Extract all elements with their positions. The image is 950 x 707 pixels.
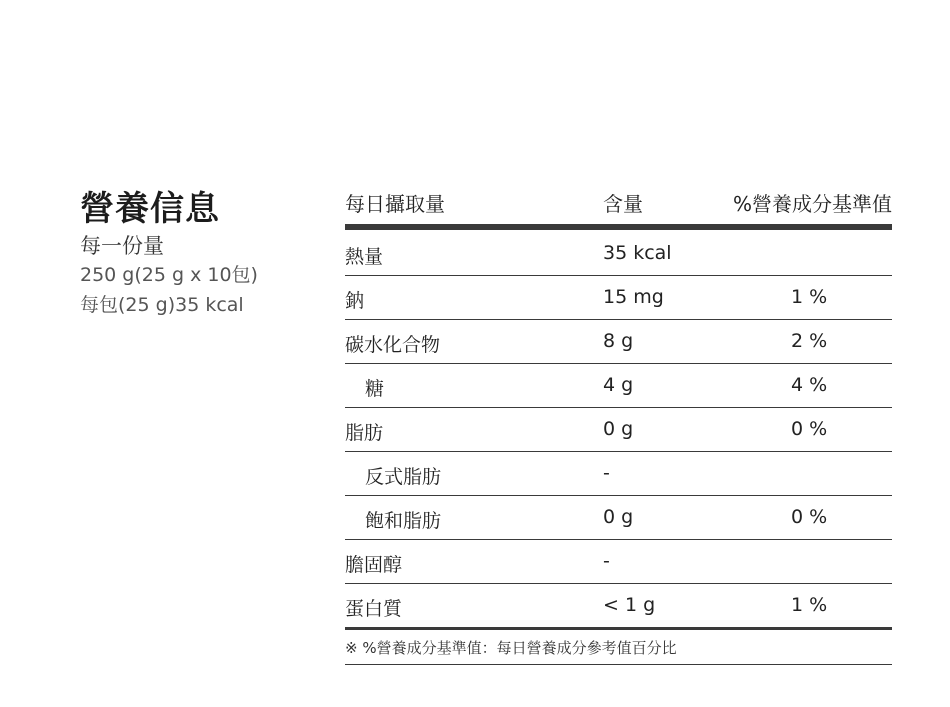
row-amount-trans-fat: - xyxy=(603,462,610,484)
table-row xyxy=(345,496,892,540)
table-row xyxy=(345,408,892,452)
row-dv-carbohydrate: 2 % xyxy=(791,330,828,352)
row-amount-protein: < 1 g xyxy=(603,594,656,616)
row-dv-sodium: 1 % xyxy=(791,286,828,308)
row-amount-sugar: 4 g xyxy=(603,374,634,396)
table-row xyxy=(345,232,892,276)
row-name-fat: 脂肪 xyxy=(345,422,384,444)
table-row xyxy=(345,320,892,364)
table-header xyxy=(345,186,892,230)
row-name-protein: 蛋白質 xyxy=(345,598,403,620)
row-name-trans-fat: 反式脂肪 xyxy=(365,466,442,488)
row-dv-sugar: 4 % xyxy=(791,374,828,396)
row-name-calories: 熱量 xyxy=(345,246,384,268)
row-dv-protein: 1 % xyxy=(791,594,828,616)
row-amount-cholesterol: - xyxy=(603,550,610,572)
row-name-sodium: 鈉 xyxy=(345,290,365,312)
row-amount-saturated-fat: 0 g xyxy=(603,506,634,528)
table-row xyxy=(345,584,892,630)
serving-label: 每一份量 xyxy=(80,234,164,258)
row-name-sugar: 糖 xyxy=(365,378,385,400)
header-daily-value: %營養成分基準值 xyxy=(732,192,892,216)
table-footnote xyxy=(345,630,892,665)
row-name-saturated-fat: 飽和脂肪 xyxy=(365,510,442,532)
table-row xyxy=(345,540,892,584)
package-size: 250 g(25 g x 10包) xyxy=(80,264,258,286)
header-intake: 每日攝取量 xyxy=(345,192,445,216)
nutrition-summary xyxy=(80,188,320,320)
nutrition-table xyxy=(345,186,892,665)
row-dv-saturated-fat: 0 % xyxy=(791,506,828,528)
row-name-cholesterol: 膽固醇 xyxy=(345,554,403,576)
row-amount-carbohydrate: 8 g xyxy=(603,330,634,352)
footnote-text: ※ %營養成分基準值：每日營養成分參考值百分比 xyxy=(345,639,677,657)
row-dv-fat: 0 % xyxy=(791,418,828,440)
table-row xyxy=(345,276,892,320)
per-pack-calories: 每包(25 g)35 kcal xyxy=(80,294,244,316)
row-name-carbohydrate: 碳水化合物 xyxy=(345,334,441,356)
row-amount-fat: 0 g xyxy=(603,418,634,440)
row-amount-calories: 35 kcal xyxy=(603,242,672,264)
table-row xyxy=(345,452,892,496)
row-amount-sodium: 15 mg xyxy=(603,286,664,308)
header-amount: 含量 xyxy=(603,192,643,216)
table-row xyxy=(345,364,892,408)
panel-title: 營養信息 xyxy=(80,189,220,229)
